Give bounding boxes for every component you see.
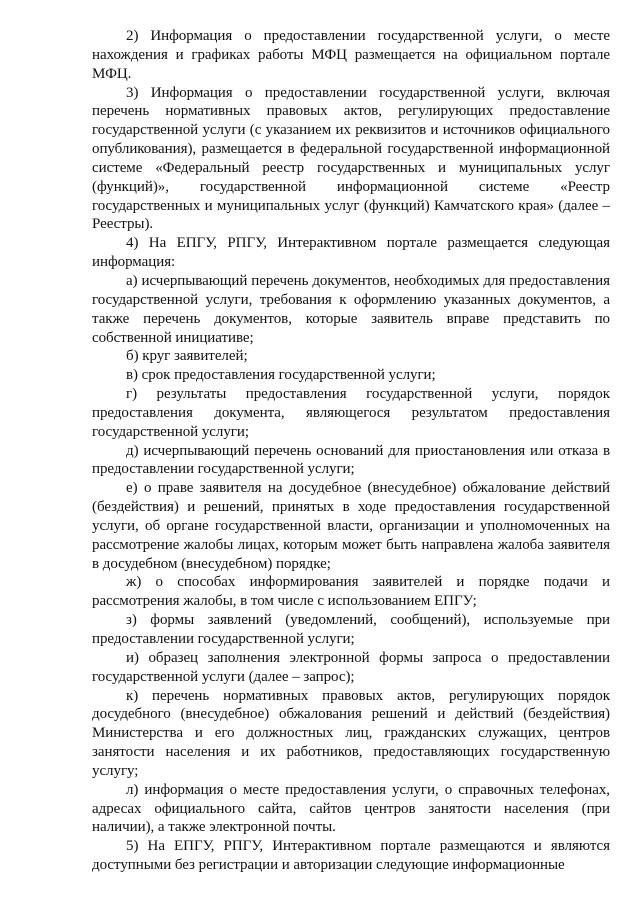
subitem-e: е) о праве заявителя на досудебное (внесудебное) обжалование действий (бездействия) и решений, принятых в ходе предоставления государственной услуги, об органе государственной власти, организации и уполномоченных на рассмотрение жалобы лицах, которым может быть направлена жалоба заявителя в досудебном (внесудебном) порядке;: [92, 480, 610, 572]
subitem-g: г) результаты предоставления государственной услуги, порядок предоставления документа, являющегося результатом предоставления государственной услуги;: [92, 386, 610, 440]
subitem-d: д) исчерпывающий перечень оснований для приостановления или отказа в предоставлении государственной услуги;: [92, 442, 610, 478]
subitem-zh: ж) о способах информирования заявителей и порядке подачи и рассмотрения жалобы, в том числе с использованием ЕПГУ;: [92, 574, 610, 610]
subitem-b: б) круг заявителей;: [126, 348, 248, 365]
paragraph-item-2: 2) Информация о предоставлении государственной услуги, о месте нахождения и графиках работы МФЦ размещается на официальном портале МФЦ.: [92, 28, 610, 82]
subitem-v: в) срок предоставления государственной услуги;: [126, 367, 436, 384]
subitem-a: а) исчерпывающий перечень документов, необходимых для предоставления государственной услуги, требования к оформлению указанных документов, а также перечень документов, которые заявитель вправе представить по собственной инициативе;: [92, 272, 610, 346]
paragraph-item-4: 4) На ЕПГУ, РПГУ, Интерактивном портале размещается следующая информация:: [92, 235, 610, 271]
subitem-l: л) информация о месте предоставления услуги, о справочных телефонах, адресах официального сайта, сайтов центров занятости населения (при наличии), а также электронной почты.: [92, 781, 610, 836]
paragraph-item-5: 5) На ЕПГУ, РПГУ, Интерактивном портале размещаются и являются доступными без регистрации и авторизации следующие информационные: [92, 838, 610, 874]
subitem-k: к) перечень нормативных правовых актов, регулирующих порядок досудебного (внесудебное) обжалования решений и действий (бездействия) Министерства и его должностных лиц, гражданских служащих, центров занятости населения и их работников, предоставляющих государственную услугу;: [92, 687, 610, 779]
subitem-i: и) образец заполнения электронной формы запроса о предоставлении государственной услуги (далее – запрос);: [92, 649, 610, 685]
subitem-z: з) формы заявлений (уведомлений, сообщений), используемые при предоставлении государственной услуги;: [92, 612, 610, 647]
paragraph-item-3: 3) Информация о предоставлении государственной услуги, включая перечень нормативных правовых актов, регулирующих предоставление государственной услуги (с указанием их реквизитов и источников официального опубликования), размещается в федеральной государственной информационной системе «Федеральный реестр государственных и муниципальных услуг (функций)», государственной информационной системе «Реестр государственных и муниципальных услуг (функций) Камчатского края» (далее – Реестры).: [92, 84, 610, 233]
document-body: [92, 27, 610, 875]
